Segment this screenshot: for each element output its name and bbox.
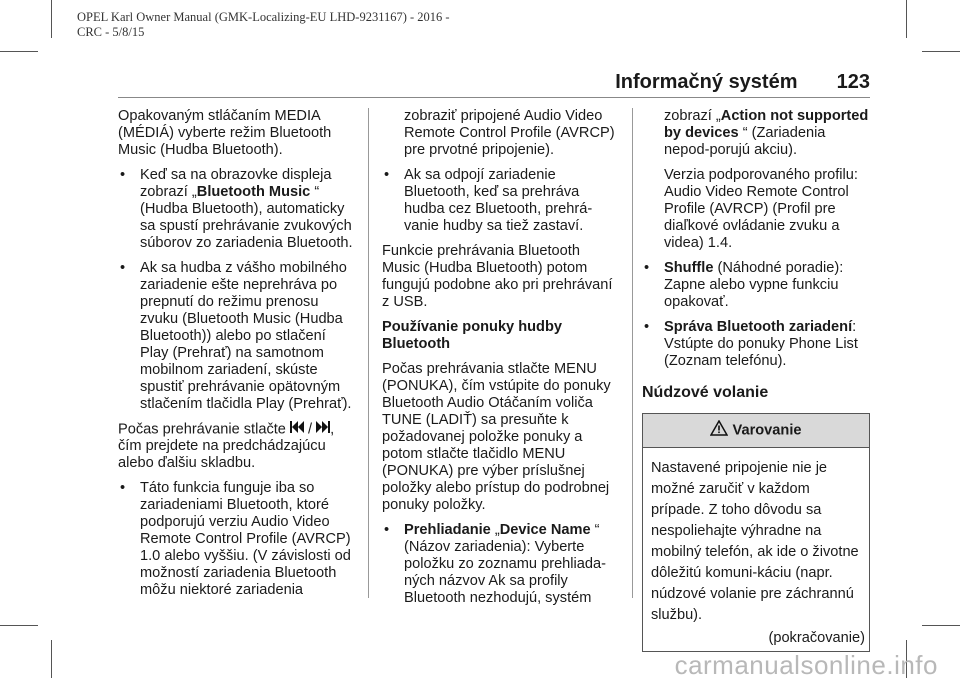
crop-mark [51,0,52,38]
warning-text: Nastavené pripojenie nie je možné zaručiť v každom prípade. Z toho dôvodu sa nespoliehajte výhradne na mobilný telefón, ak ide o životne dôležitú komuni-káciu (napr. núdzové volanie pre záchrannú službu). [651,460,859,623]
column-3 [642,108,870,652]
paragraph: Opakovaným stláčaním MEDIA (MÉDIÁ) vyberte režim Bluetooth Music (Hudba Bluetooth). [118,108,332,158]
bullet: • [644,319,650,335]
bold-term: Device Name [499,522,591,538]
warning-box [642,413,870,652]
list-item: • Shuffle (Náhodné poradie): Zapne alebo vypne funkciu opakovať. [644,260,844,310]
print-meta-line1: OPEL Karl Owner Manual (GMK-Localizing-EU LHD-9231167) - 2016 - [77,10,450,24]
bullet: • [384,522,390,538]
list-item: • Správa Bluetooth zariadení: Vstúpte do ponuky Phone List (Zoznam telefónu). [644,319,858,369]
header-rule [118,97,870,98]
bold-term: Shuffle [664,260,714,276]
crop-mark [922,51,960,52]
crop-mark [51,640,52,678]
watermark: carmanualsonline.info [674,650,938,680]
warning-header [643,414,869,448]
warning-triangle-icon [710,420,728,441]
warning-title: Varovanie [732,422,802,439]
subheading: Používanie ponuky hudby Bluetooth [382,319,563,352]
next-track-icon [316,421,330,438]
bullet: • [120,260,126,276]
column-divider [632,108,633,598]
list-item: • Ak sa odpojí zariadenie Bluetooth, keď sa prehráva hudba cez Bluetooth, prehrá-vanie hudby sa tiež zastaví. [384,167,593,234]
list-item: • Keď sa na obrazovke displeja zobrazí „Bluetooth Music “ (Hudba Bluetooth), automaticky sa spustí prehrávanie zvukových súborov zo zariadenia Bluetooth. [120,167,353,251]
bullet: • [120,167,126,183]
bullet: • [644,260,650,276]
bullet: • [120,480,126,497]
bullet: • [384,167,390,183]
paragraph: Verzia podporovaného profilu: Audio Video Remote Control Profile (AVRCP) (Profil pre diaľkové ovládanie zvuku a videa) 1.4. [664,167,858,251]
column-divider [368,108,369,598]
previous-track-icon [290,421,304,438]
bold-term: Action not supported by devices [664,108,869,141]
paragraph: Počas prehrávanie stlačte / , čím prejdete na predchádzajúcu alebo ďalšiu skladbu. [118,421,335,472]
column-1 [118,108,358,607]
page-header [560,71,870,94]
list-item: • Táto funkcia funguje iba so zariadeniami Bluetooth, ktoré podporujú verziu Audio Video Remote Control Profile (AVRCP) 1.0 alebo vyššiu. (V závislosti od možností zariadenia Bluetooth môžu niektoré zariadenia [120,480,351,599]
print-meta [77,10,450,40]
paragraph: Počas prehrávania stlačte MENU (PONUKA), čím vstúpite do ponuky Bluetooth Audio Otáčaním voliča TUNE (LADIŤ) sa presuňte k požadovanej položke ponuky a potom stlačte tlačidlo MENU (PONUKA) pre výber príslušnej položky alebo prístup do podrobnej ponuky položky. [382,361,611,513]
crop-mark [0,625,38,626]
paragraph: Funkcie prehrávania Bluetooth Music (Hudba Bluetooth) potom fungujú podobne ako pri prehrávaní z USB. [382,243,613,310]
bold-term: Prehliadanie [404,522,491,538]
bold-term: Bluetooth Music [196,184,311,200]
crop-mark [906,0,907,38]
section-title: Informačný systém [615,71,798,93]
column-2 [382,108,622,615]
paragraph: zobrazí „Action not supported by devices “ (Zariadenia nepod-porujú akciu). [664,108,869,158]
section-heading: Núdzové volanie [642,384,769,401]
crop-mark [922,625,960,626]
list-item: • Ak sa hudba z vášho mobilného zariadenie ešte neprehráva po prepnutí do režimu prenosu zvuku (Bluetooth Music (Hudba Bluetooth)) alebo po stlačení Play (Prehrať) na samotnom mobilnom zariadení, skúste spustiť prehrávanie opätovným stlačením tlačidla Play (Prehrať). [120,260,352,412]
bold-term: Správa Bluetooth zariadení [664,319,853,335]
continued-label: (pokračovanie) [768,630,865,646]
print-meta-line2: CRC - 5/8/15 [77,25,145,39]
crop-mark [0,51,38,52]
page-number: 123 [836,71,870,93]
paragraph: zobraziť pripojené Audio Video Remote Control Profile (AVRCP) pre prvotné pripojenie). [404,108,615,158]
list-item: • Prehliadanie „Device Name “ (Názov zariadenia): Vyberte položku zo zoznamu prehliada-ných názvov Ak sa profily Bluetooth nezhodujú, systém [384,522,606,606]
